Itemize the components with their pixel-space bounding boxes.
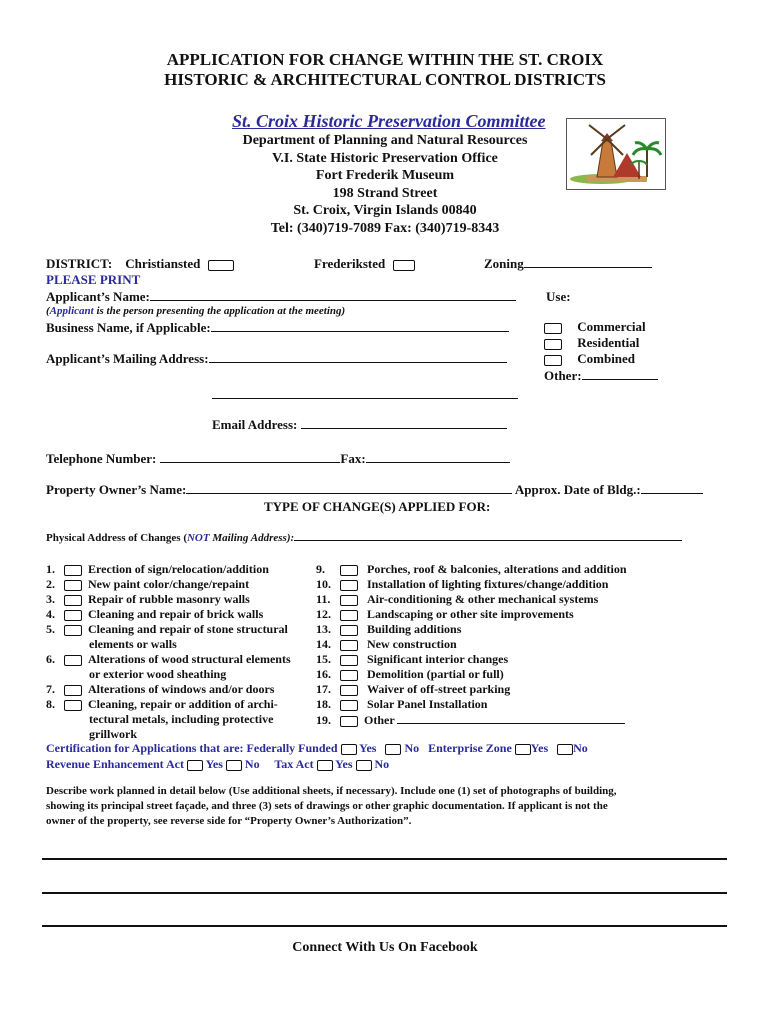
use-option-combined: Combined <box>544 351 635 367</box>
district-label: DISTRICT: <box>46 256 113 271</box>
please-print: PLEASE PRINT <box>46 272 141 287</box>
change-item-16: 16. Demolition (partial or full) <box>316 667 504 681</box>
email-field[interactable] <box>301 417 507 429</box>
combined-checkbox[interactable] <box>544 355 562 366</box>
address-line-2: V.I. State Historic Preservation Office <box>272 151 498 166</box>
applicant-note-word: Applicant <box>49 305 94 317</box>
revenue-yes-label: Yes <box>205 757 223 771</box>
change-item-13: 13. Building additions <box>316 622 462 636</box>
change-item-8-cont2: grillwork <box>89 727 137 741</box>
change-14-checkbox[interactable] <box>340 640 358 651</box>
revenue-no-checkbox[interactable] <box>226 760 242 771</box>
change-item-18: 18. Solar Panel Installation <box>316 697 488 711</box>
change-item-1: 1. Erection of sign/relocation/addition <box>46 562 269 576</box>
address-line-4: 198 Strand Street <box>332 186 438 201</box>
use-other-field[interactable] <box>582 368 658 380</box>
change-item-15: 15. Significant interior changes <box>316 652 509 666</box>
describe-line-1: Describe work planned in detail below (Use additional sheets, if necessary). Include one (1) set of photographs of building, <box>46 785 617 797</box>
change-11-checkbox[interactable] <box>340 595 358 606</box>
frederiksted-checkbox[interactable] <box>393 260 415 271</box>
change-13-checkbox[interactable] <box>340 625 358 636</box>
taxact-yes-label: Yes <box>335 757 353 771</box>
change-3-checkbox[interactable] <box>64 595 82 606</box>
committee-name: St. Croix Historic Preservation Committee <box>232 111 546 131</box>
change-item-4: 4. Cleaning and repair of brick walls <box>46 607 264 621</box>
change-item-19: 19. Other <box>316 712 625 728</box>
taxact-yes-checkbox[interactable] <box>317 760 333 771</box>
revenue-yes-checkbox[interactable] <box>187 760 203 771</box>
bldg-date-field[interactable] <box>641 482 703 494</box>
taxact-no-label: No <box>374 757 390 771</box>
change-9-checkbox[interactable] <box>340 565 358 576</box>
change-10-checkbox[interactable] <box>340 580 358 591</box>
change-item-12: 12. Landscaping or other site improvements <box>316 607 574 621</box>
mailing-address-label: Applicant’s Mailing Address: <box>46 351 209 366</box>
physical-label-not: NOT <box>186 532 210 544</box>
change-item-3: 3. Repair of rubble masonry walls <box>46 592 250 606</box>
federal-no-label: No <box>404 741 420 755</box>
facebook-footer: Connect With Us On Facebook <box>292 940 478 955</box>
change-4-checkbox[interactable] <box>64 610 82 621</box>
owner-name-label: Property Owner’s Name: <box>46 482 187 497</box>
change-item-5: 5. Cleaning and repair of stone structural <box>46 622 288 636</box>
change-item-7: 7. Alterations of windows and/or doors <box>46 682 275 696</box>
cert-label: Certification for Applications that are: Federally Funded <box>46 741 338 755</box>
bldg-date-label: Approx. Date of Bldg.: <box>514 482 641 497</box>
applicant-name-label: Applicant’s Name: <box>46 289 150 304</box>
federal-yes-label: Yes <box>359 741 377 755</box>
change-other-field[interactable] <box>397 712 625 724</box>
describe-line-2: showing its principal street façade, and three (3) sets of drawings or other graphic documentation. If applicant is not the <box>46 800 608 812</box>
taxact-no-checkbox[interactable] <box>356 760 372 771</box>
form-title-line2: HISTORIC & ARCHITECTURAL CONTROL DISTRICTS <box>164 70 606 89</box>
change-6-checkbox[interactable] <box>64 655 82 666</box>
change-item-2: 2. New paint color/change/repaint <box>46 577 250 591</box>
change-item-14: 14. New construction <box>316 637 457 651</box>
change-item-11: 11. Air-conditioning & other mechanical systems <box>316 592 599 606</box>
fax-label: Fax: <box>340 451 366 466</box>
enterprise-no-label: No <box>573 741 588 755</box>
change-1-checkbox[interactable] <box>64 565 82 576</box>
change-heading: TYPE OF CHANGE(S) APPLIED FOR: <box>264 499 491 514</box>
telephone-field[interactable] <box>160 451 340 463</box>
change-18-checkbox[interactable] <box>340 700 358 711</box>
change-item-6-cont: or exterior wood sheathing <box>89 667 227 681</box>
zoning-label: Zoning <box>484 256 524 271</box>
telephone-label: Telephone Number: <box>46 451 157 466</box>
change-16-checkbox[interactable] <box>340 670 358 681</box>
physical-label-b: Mailing Address): <box>209 532 295 544</box>
revenue-no-label: No <box>244 757 260 771</box>
zoning-field[interactable] <box>524 256 652 268</box>
applicant-name-field[interactable] <box>150 289 516 301</box>
federal-no-checkbox[interactable] <box>385 744 401 755</box>
change-item-17: 17. Waiver of off-street parking <box>316 682 511 696</box>
taxact-label: Tax Act <box>274 757 314 771</box>
change-7-checkbox[interactable] <box>64 685 82 696</box>
change-8-checkbox[interactable] <box>64 700 82 711</box>
change-15-checkbox[interactable] <box>340 655 358 666</box>
use-option-commercial: Commercial <box>544 319 646 335</box>
federal-yes-checkbox[interactable] <box>341 744 357 755</box>
physical-label-a: Physical Address of Changes ( <box>46 532 187 544</box>
change-17-checkbox[interactable] <box>340 685 358 696</box>
form-title-line1: APPLICATION FOR CHANGE WITHIN THE ST. CROIX <box>166 50 604 69</box>
use-label: Use: <box>546 289 571 304</box>
business-name-label: Business Name, if Applicable: <box>46 320 211 335</box>
windmill-logo <box>566 118 666 190</box>
commercial-checkbox[interactable] <box>544 323 562 334</box>
address-line-5: St. Croix, Virgin Islands 00840 <box>293 203 477 218</box>
enterprise-yes-checkbox[interactable] <box>515 744 531 755</box>
description-line-2[interactable] <box>42 892 727 894</box>
applicant-note: (Applicant is the person presenting the application at the meeting) <box>46 305 346 317</box>
email-label: Email Address: <box>212 417 298 432</box>
mailing-address-line2[interactable] <box>212 388 518 399</box>
address-line-1: Department of Planning and Natural Resources <box>242 133 528 148</box>
change-item-8-cont1: tectural metals, including protective <box>89 712 274 726</box>
enterprise-yes-label: Yes <box>530 741 549 755</box>
change-item-8: 8. Cleaning, repair or addition of archi- <box>46 697 278 711</box>
change-19-checkbox[interactable] <box>340 716 358 727</box>
description-line-1[interactable] <box>42 858 727 860</box>
applicant-note-rest: is the person presenting the application at the meeting) <box>93 305 346 317</box>
description-line-3[interactable] <box>42 925 727 927</box>
describe-line-3: owner of the property, see reverse side for “Property Owner’s Authorization”. <box>46 815 412 827</box>
change-12-checkbox[interactable] <box>340 610 358 621</box>
change-item-6: 6. Alterations of wood structural elements <box>46 652 291 666</box>
enterprise-label: Enterprise Zone <box>428 741 512 755</box>
enterprise-no-checkbox[interactable] <box>557 744 573 755</box>
use-other-label: Other: <box>544 368 582 383</box>
christiansted-label: Christiansted <box>125 256 201 271</box>
change-2-checkbox[interactable] <box>64 580 82 591</box>
address-line-3: Fort Frederik Museum <box>315 168 455 183</box>
residential-checkbox[interactable] <box>544 339 562 350</box>
mailing-address-field[interactable] <box>209 351 507 363</box>
change-5-checkbox[interactable] <box>64 625 82 636</box>
owner-name-field[interactable] <box>186 482 512 494</box>
fax-field[interactable] <box>366 451 510 463</box>
use-option-residential: Residential <box>544 335 639 351</box>
address-line-6: Tel: (340)719-7089 Fax: (340)719-8343 <box>270 221 500 236</box>
change-item-10: 10. Installation of lighting fixtures/change/addition <box>316 577 609 591</box>
revenue-label: Revenue Enhancement Act <box>46 757 184 771</box>
frederiksted-label: Frederiksted <box>314 256 386 271</box>
change-item-9: 9. Porches, roof & balconies, alterations and addition <box>316 562 627 576</box>
change-item-5-cont: elements or walls <box>89 637 177 651</box>
christiansted-checkbox[interactable] <box>208 260 234 271</box>
business-name-field[interactable] <box>211 320 509 332</box>
physical-address-field[interactable] <box>294 531 682 541</box>
